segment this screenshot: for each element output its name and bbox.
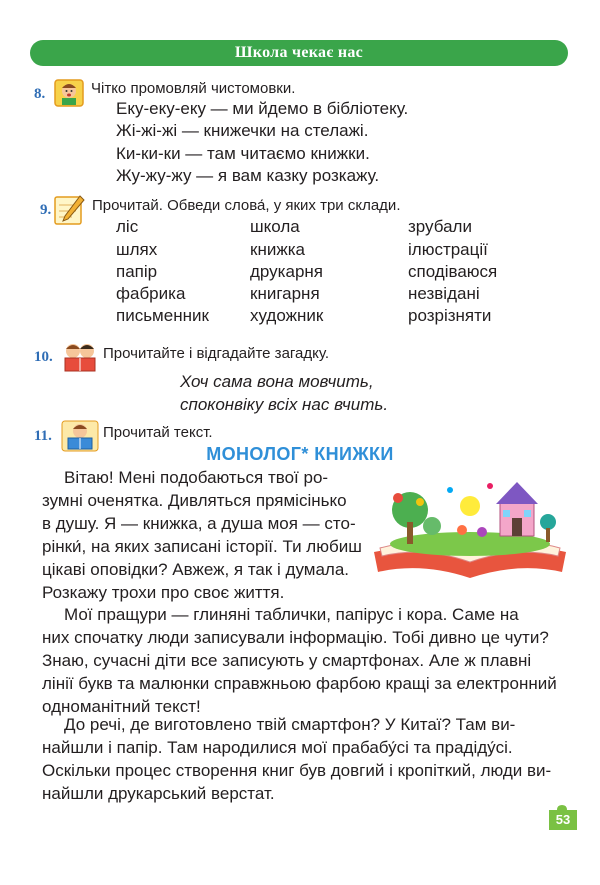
paragraph-line: найшли і папір. Там народилися мої прабабу́сі та прадіду́сі. bbox=[42, 738, 513, 757]
paragraph-line: цікаві оповідки? Авжеж, я так і думала. bbox=[42, 560, 350, 579]
pencil-notebook-icon bbox=[52, 193, 86, 227]
word-cell: фабрика bbox=[116, 284, 186, 303]
paragraph-line: Оскільки процес створення книг був довгий і кропіткий, люди ви- bbox=[42, 761, 552, 780]
word-cell: школа bbox=[250, 217, 300, 236]
word-cell: сподіваюся bbox=[408, 262, 498, 281]
word-cell: ілюстрації bbox=[408, 240, 488, 259]
tongue-twister-line-2: Жі-жі-жі — книжечки на стелажі. bbox=[116, 121, 369, 140]
paragraph-line: До речі, де виготовлено твій смартфон? У Китаї? Там ви- bbox=[64, 715, 516, 734]
paragraph-2 bbox=[42, 603, 557, 718]
word-cell: книгарня bbox=[250, 284, 320, 303]
paragraph-line: зумні оченятка. Дивляться прямісінько bbox=[42, 491, 347, 510]
speaking-child-icon bbox=[52, 77, 86, 109]
paragraph-line: Вітаю! Мені подобаються твої ро- bbox=[64, 468, 329, 487]
task11-instruction: Прочитай текст. bbox=[103, 424, 213, 441]
riddle-line-2: споконвіку всіх нас вчить. bbox=[180, 395, 389, 414]
page-number: 53 bbox=[555, 812, 571, 827]
paragraph-line: рінки́, на яких записані історії. Ти любиш bbox=[42, 537, 362, 556]
paragraph-line: них спочатку люди записували інформацію. Тобі дивно це чути? bbox=[42, 628, 549, 647]
task10-instruction: Прочитайте і відгадайте загадку. bbox=[103, 345, 330, 362]
word-cell: зрубали bbox=[408, 217, 472, 236]
header-bar bbox=[30, 40, 568, 66]
paragraph-line: лінії букв та малюнки справжньою фарбою кращі за електронний bbox=[42, 674, 557, 693]
page-title: Школа чекає нас bbox=[234, 44, 364, 61]
word-cell: книжка bbox=[250, 240, 305, 259]
riddle-line-1: Хоч сама вона мовчить, bbox=[180, 372, 374, 391]
tongue-twister-line-1: Еку-еку-еку — ми йдемо в бібліотеку. bbox=[116, 99, 409, 118]
tongue-twister-line-4: Жу-жу-жу — я вам казку розкажу. bbox=[116, 166, 380, 185]
task8-instruction: Чітко промовляй чистомовки. bbox=[91, 80, 296, 97]
tongue-twister-line-3: Ки-ки-ки — там читаємо книжки. bbox=[116, 144, 370, 163]
book-illustration bbox=[370, 472, 570, 590]
paragraph-line: в душу. Я — книжка, а душа моя — сто- bbox=[42, 514, 356, 533]
word-cell: ліс bbox=[116, 217, 139, 236]
word-cell: художник bbox=[250, 306, 324, 325]
paragraph-line: Знаю, сучасні діти все записують у смартфонах. Але ж плавні bbox=[42, 651, 532, 670]
task-number-9: 9. bbox=[40, 202, 52, 218]
paragraph-line: одноманітний текст! bbox=[42, 697, 201, 716]
word-cell: шлях bbox=[116, 240, 158, 259]
word-cell: незвідані bbox=[408, 284, 480, 303]
task-number-8: 8. bbox=[34, 86, 46, 102]
word-cell: папір bbox=[116, 262, 158, 281]
task9-instruction: Прочитай. Обведи слова́, у яких три склади. bbox=[92, 197, 401, 214]
paragraph-3 bbox=[42, 713, 551, 805]
word-cell: розрізняти bbox=[408, 306, 492, 325]
task-number-10: 10. bbox=[34, 349, 53, 365]
text-title: МОНОЛОГ* КНИЖКИ bbox=[206, 444, 394, 464]
paragraph-1 bbox=[42, 466, 362, 604]
paragraph-line: Мої пращури — глиняні таблички, папірус і кора. Саме на bbox=[64, 605, 519, 624]
task-number-11: 11. bbox=[34, 428, 52, 444]
paragraph-line: Розкажу трохи про своє життя. bbox=[42, 583, 285, 602]
paragraph-line: найшли друкарський верстат. bbox=[42, 784, 275, 803]
children-reading-icon bbox=[60, 340, 100, 374]
word-cell: письменник bbox=[116, 306, 209, 325]
word-cell: друкарня bbox=[250, 262, 323, 281]
